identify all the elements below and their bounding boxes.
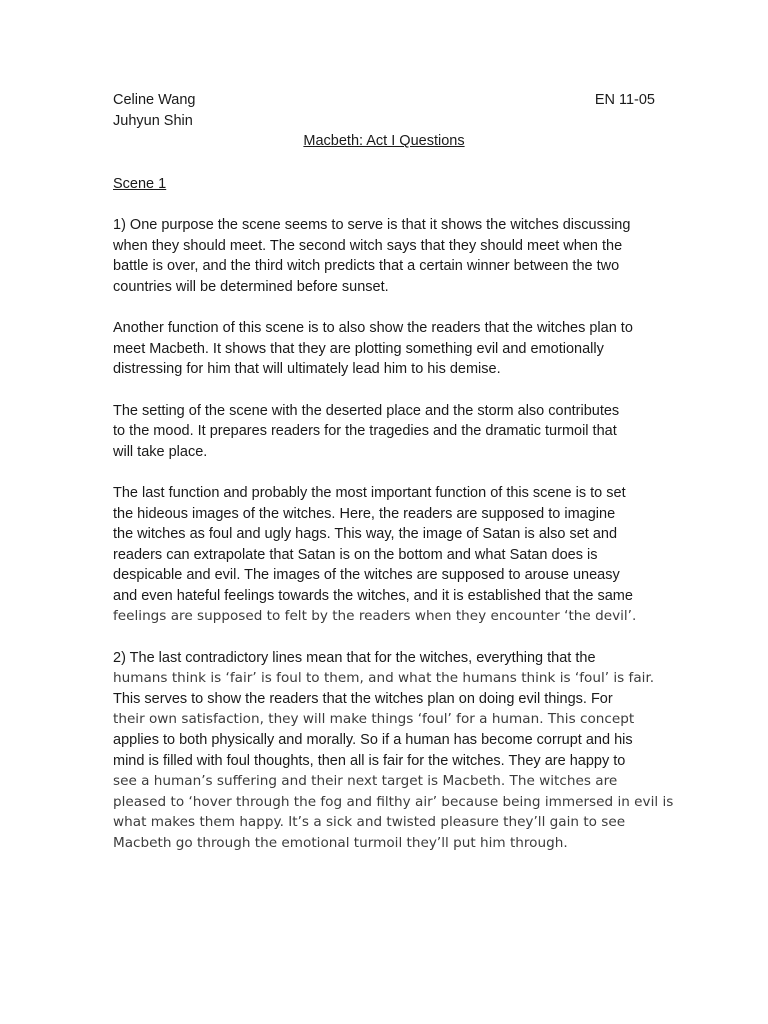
text-line: 2) The last contradictory lines mean that for the witches, everything that the <box>113 649 596 666</box>
text-line: humans think is ‘fair’ is foul to them, and what the humans think is ‘foul’ is fair. <box>113 670 655 687</box>
paragraph <box>113 483 661 627</box>
course-code: EN 11-05 <box>594 92 655 108</box>
text-line: mind is filled with foul thoughts, then all is fair for the witches. They are happy to <box>113 752 626 769</box>
text-line: Macbeth go through the emotional turmoil they’ll put him through. <box>113 835 568 851</box>
text-line: will take place. <box>113 443 208 460</box>
text-line: meet Macbeth. It shows that they are plotting something evil and emotionally <box>113 340 604 357</box>
text-line: the hideous images of the witches. Here, the readers are supposed to imagine <box>113 505 616 522</box>
document-header <box>113 90 655 152</box>
text-line: The setting of the scene with the deserted place and the storm also contributes <box>113 402 620 419</box>
paragraph <box>113 318 661 380</box>
text-line: battle is over, and the third witch predicts that a certain winner between the two <box>113 258 620 275</box>
text-line: readers can extrapolate that Satan is on the bottom and what Satan does is <box>113 546 598 563</box>
document-body <box>113 174 674 874</box>
author-name: Celine Wang <box>113 92 196 108</box>
text-line: distressing for him that will ultimately lead him to his demise. <box>113 361 501 378</box>
text-line: despicable and evil. The images of the witches are supposed to arouse uneasy <box>113 567 620 584</box>
text-line: This serves to show the readers that the witches plan on doing evil things. For <box>113 690 613 707</box>
header-row-2 <box>113 111 655 132</box>
paragraph <box>113 401 661 463</box>
text-line: their own satisfaction, they will make things ‘foul’ for a human. This concept <box>113 711 635 728</box>
text-line: what makes them happy. It’s a sick and twisted pleasure they’ll gain to see <box>113 814 626 831</box>
text-line: countries will be determined before sunset. <box>113 278 389 295</box>
text-line: feelings are supposed to felt by the readers when they encounter ‘the devil’. <box>113 608 637 625</box>
text-line: to the mood. It prepares readers for the tragedies and the dramatic turmoil that <box>113 423 617 440</box>
text-line: the witches as foul and ugly hags. This way, the image of Satan is also set and <box>113 526 618 543</box>
header-row-1 <box>113 90 655 111</box>
text-line: The last function and probably the most important function of this scene is to set <box>113 484 626 501</box>
document-title: Macbeth: Act I Questions <box>303 133 465 150</box>
paragraph <box>113 215 661 297</box>
text-line: pleased to ‘hover through the fog and filthy air’ because being immersed in evil is <box>113 793 674 810</box>
paragraph <box>113 648 674 854</box>
text-line: applies to both physically and morally. So if a human has become corrupt and his <box>113 732 633 749</box>
text-line: when they should meet. The second witch says that they should meet when the <box>113 237 623 254</box>
text-line: see a human’s suffering and their next target is Macbeth. The witches are <box>113 773 618 790</box>
text-line: 1) One purpose the scene seems to serve is that it shows the witches discussing <box>113 217 631 234</box>
author-name: Juhyun Shin <box>113 112 193 129</box>
section-heading: Scene 1 <box>113 176 167 192</box>
text-line: Another function of this scene is to also show the readers that the witches plan to <box>113 320 633 337</box>
text-line: and even hateful feelings towards the witches, and it is established that the same <box>113 587 633 604</box>
